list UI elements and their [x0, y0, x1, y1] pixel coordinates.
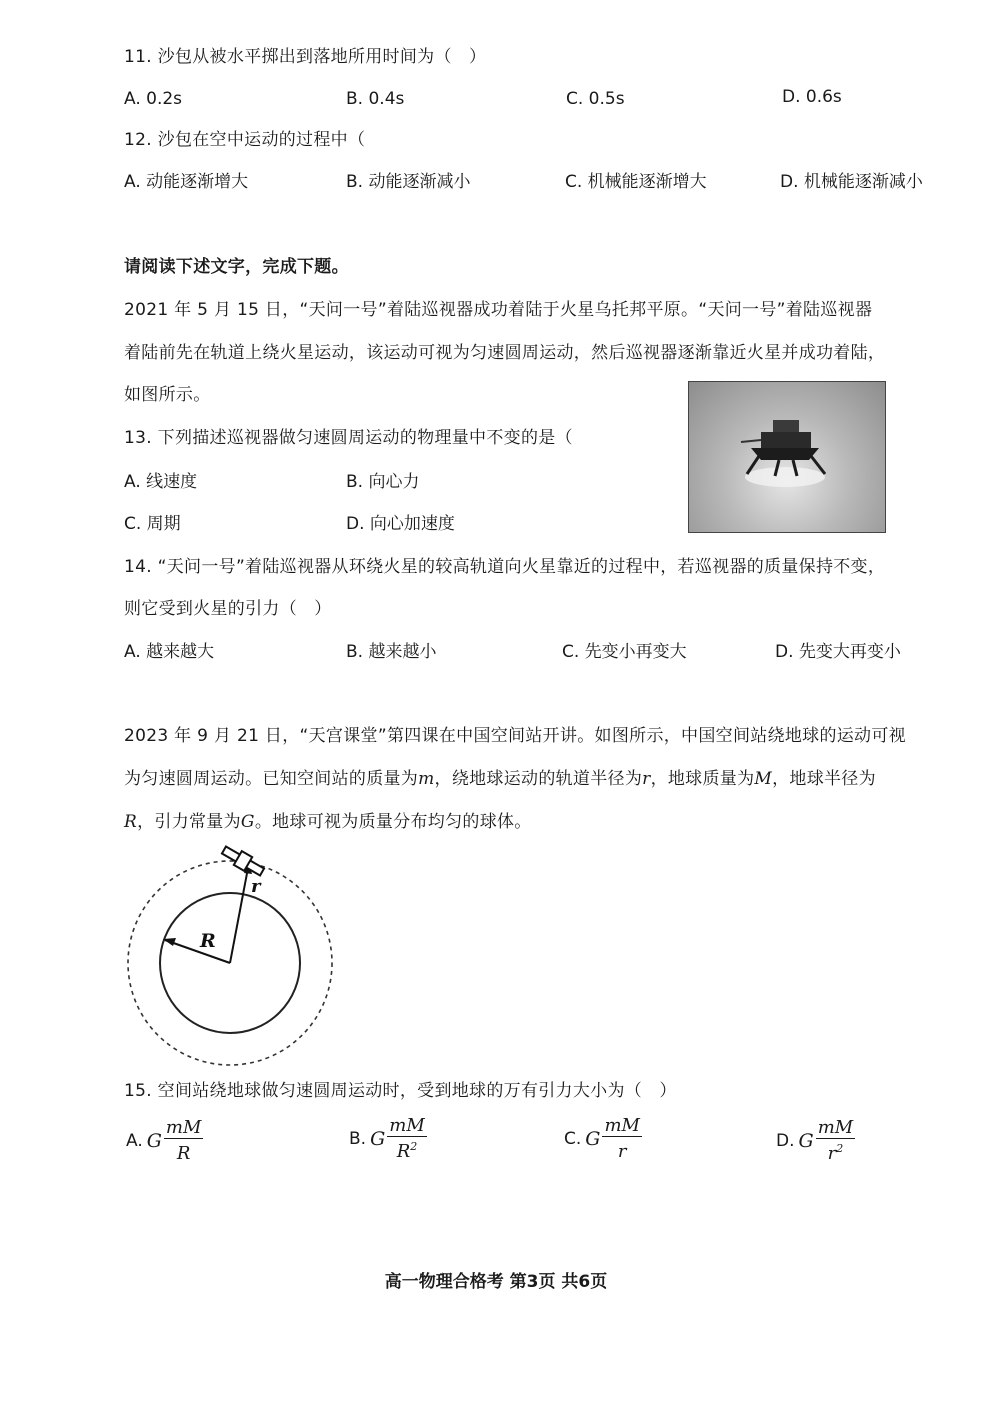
passage1-line1: 2021 年 5 月 15 日，“天问一号”着陆巡视器成功着陆于火星乌托邦平原。“天问一号”着陆巡视器 [124, 300, 873, 320]
space-station-icon [220, 843, 266, 879]
orbit-diagram [120, 840, 350, 1075]
q14-option-c: C. 先变小再变大 [562, 642, 687, 662]
q15-option-a: A. G $\frac{mM}{R}$ [126, 1117, 202, 1164]
passage2-line2: 为匀速圆周运动。已知空间站的质量为m，绕地球运动的轨道半径为r，地球质量为M，地球半径为 [124, 769, 876, 789]
q13-option-a: A. 线速度 [124, 472, 198, 492]
q13-option-c: C. 周期 [124, 514, 181, 534]
passage2-line3: R，引力常量为G。地球可视为质量分布均匀的球体。 [124, 812, 532, 832]
q14-option-d: D. 先变大再变小 [775, 642, 901, 662]
q12-option-c: C. 机械能逐渐增大 [565, 172, 707, 192]
mars-lander-photo [688, 381, 886, 533]
q12-option-a: A. 动能逐渐增大 [124, 172, 249, 192]
passage1-line3: 如图所示。 [124, 385, 211, 405]
passage1-line2: 着陆前先在轨道上绕火星运动，该运动可视为匀速圆周运动，然后巡视器逐渐靠近火星并成功着陆， [124, 343, 886, 363]
q14-option-b: B. 越来越小 [346, 642, 437, 662]
passage1-intro: 请阅读下述文字，完成下题。 [124, 257, 349, 277]
q15-option-b: B. G $\frac{mM}{R^2}$ [349, 1115, 425, 1162]
q12-option-d: D. 机械能逐渐减小 [780, 172, 923, 192]
q11-option-d: D. 0.6s [782, 87, 842, 107]
lander-illustration [689, 382, 885, 532]
q13-option-d: D. 向心加速度 [346, 514, 455, 534]
q14-line2: 则它受到火星的引力（ ） [124, 599, 332, 619]
q11-option-b: B. 0.4s [346, 89, 405, 109]
q15-option-c: C. G $\frac{mM}{r}$ [564, 1115, 640, 1162]
label-R: R [200, 930, 216, 952]
q13-stem: 13. 下列描述巡视器做匀速圆周运动的物理量中不变的是（ [124, 428, 573, 448]
q11-stem: 11. 沙包从被水平掷出到落地所用时间为（ ） [124, 47, 487, 67]
q15-option-d: D. G $\frac{mM}{r^2}$ [776, 1117, 854, 1164]
q13-option-b: B. 向心力 [346, 472, 420, 492]
q12-stem: 12. 沙包在空中运动的过程中（ [124, 130, 366, 150]
label-r: r [251, 876, 261, 897]
q14-option-a: A. 越来越大 [124, 642, 215, 662]
q15-stem: 15. 空间站绕地球做匀速圆周运动时，受到地球的万有引力大小为（ ） [124, 1081, 677, 1101]
q11-option-a: A. 0.2s [124, 89, 183, 109]
page-footer: 高一物理合格考 第3页 共6页 [384, 1272, 608, 1292]
q12-option-b: B. 动能逐渐减小 [346, 172, 471, 192]
q14-line1: 14. “天问一号”着陆巡视器从环绕火星的较高轨道向火星靠近的过程中，若巡视器的质量保持不变， [124, 557, 886, 577]
passage2-line1: 2023 年 9 月 21 日，“天宫课堂”第四课在中国空间站开讲。如图所示，中国空间站绕地球的运动可视 [124, 726, 906, 746]
q11-option-c: C. 0.5s [566, 89, 625, 109]
